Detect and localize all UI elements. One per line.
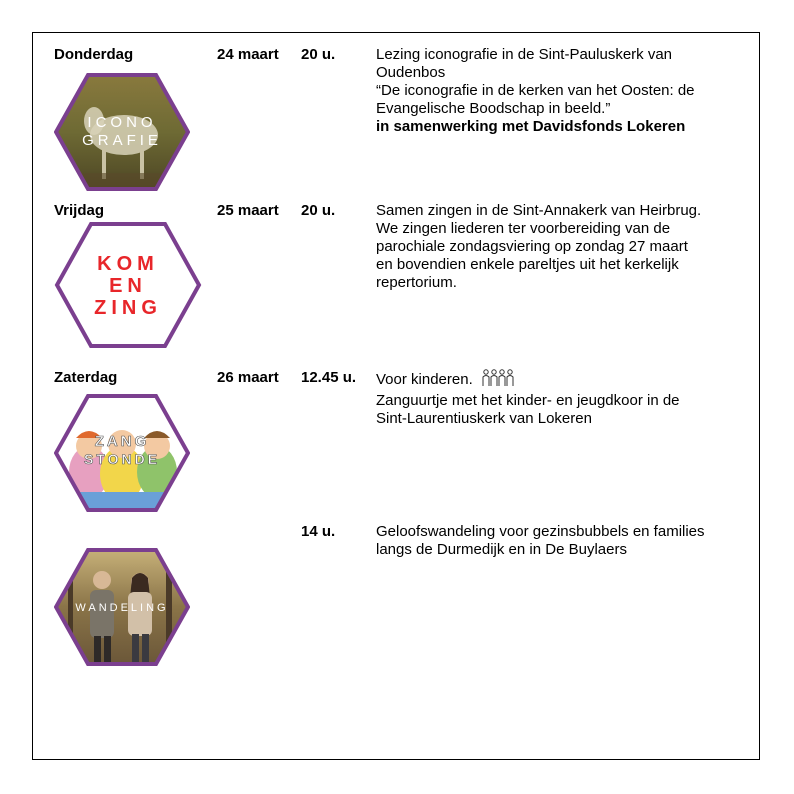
wandeling-image <box>54 548 190 666</box>
event-4-line-1: Geloofswandeling voor gezinsbubbels en families langs de Durmedijk en in De Buylaers <box>376 523 705 558</box>
event-3-line-1-wrap <box>376 369 706 392</box>
event-2-date: 25 maart <box>217 202 279 219</box>
event-1-bold-line: in samenwerking met Davidsfonds Lokeren <box>376 118 686 135</box>
event-3-day: Zaterdag <box>54 369 118 386</box>
event-4-description <box>376 523 706 559</box>
event-3-line-2: Zanguurtje met het kinder- en jeugdkoor in de Sint-Laurentiuskerk van Lokeren <box>376 392 680 427</box>
event-1-description <box>376 46 706 136</box>
stonde-text: STONDE <box>83 451 161 467</box>
iconografie-image <box>54 73 190 191</box>
event-3-time: 12.45 u. <box>301 369 357 386</box>
event-2-description <box>376 202 706 292</box>
zangstonde-image <box>54 394 190 512</box>
event-1-date: 24 maart <box>217 46 279 63</box>
event-1-line-1: Lezing iconografie in de Sint-Pauluskerk van Oudenbos <box>376 46 673 81</box>
iconografie-text-1: ICONO <box>87 114 157 131</box>
event-1-line-2: “De iconografie in de kerken van het Oosten: de Evangelische Boodschap in beeld.” <box>376 82 695 117</box>
zing-text: ZING <box>94 297 162 319</box>
event-2-day: Vrijdag <box>54 202 105 219</box>
event-3-line-1: Voor kinderen. <box>376 371 473 388</box>
wandeling-text: WANDELING <box>75 602 169 614</box>
event-2-line-2: We zingen liederen ter voorbereiding van de parochiale zondagsviering op zondag 27 maart en bovendien enkele pareltjes uit het kerkelijk repertorium. <box>376 220 688 291</box>
event-3-date: 26 maart <box>217 369 279 386</box>
event-1-time: 20 u. <box>301 46 336 63</box>
kom-text: KOM <box>97 253 159 275</box>
zang-text: ZANG <box>94 433 150 450</box>
en-text: EN <box>109 275 147 297</box>
children-group-icon <box>481 369 515 392</box>
event-2-line-1: Samen zingen in de Sint-Annakerk van Heirbrug. <box>376 202 702 219</box>
event-3-description <box>376 369 706 428</box>
event-2-time: 20 u. <box>301 202 336 219</box>
event-4-time: 14 u. <box>301 523 336 540</box>
event-1-day: Donderdag <box>54 46 134 63</box>
iconografie-text-2: GRAFIE <box>82 132 162 149</box>
kom-en-zing-image <box>54 221 202 349</box>
